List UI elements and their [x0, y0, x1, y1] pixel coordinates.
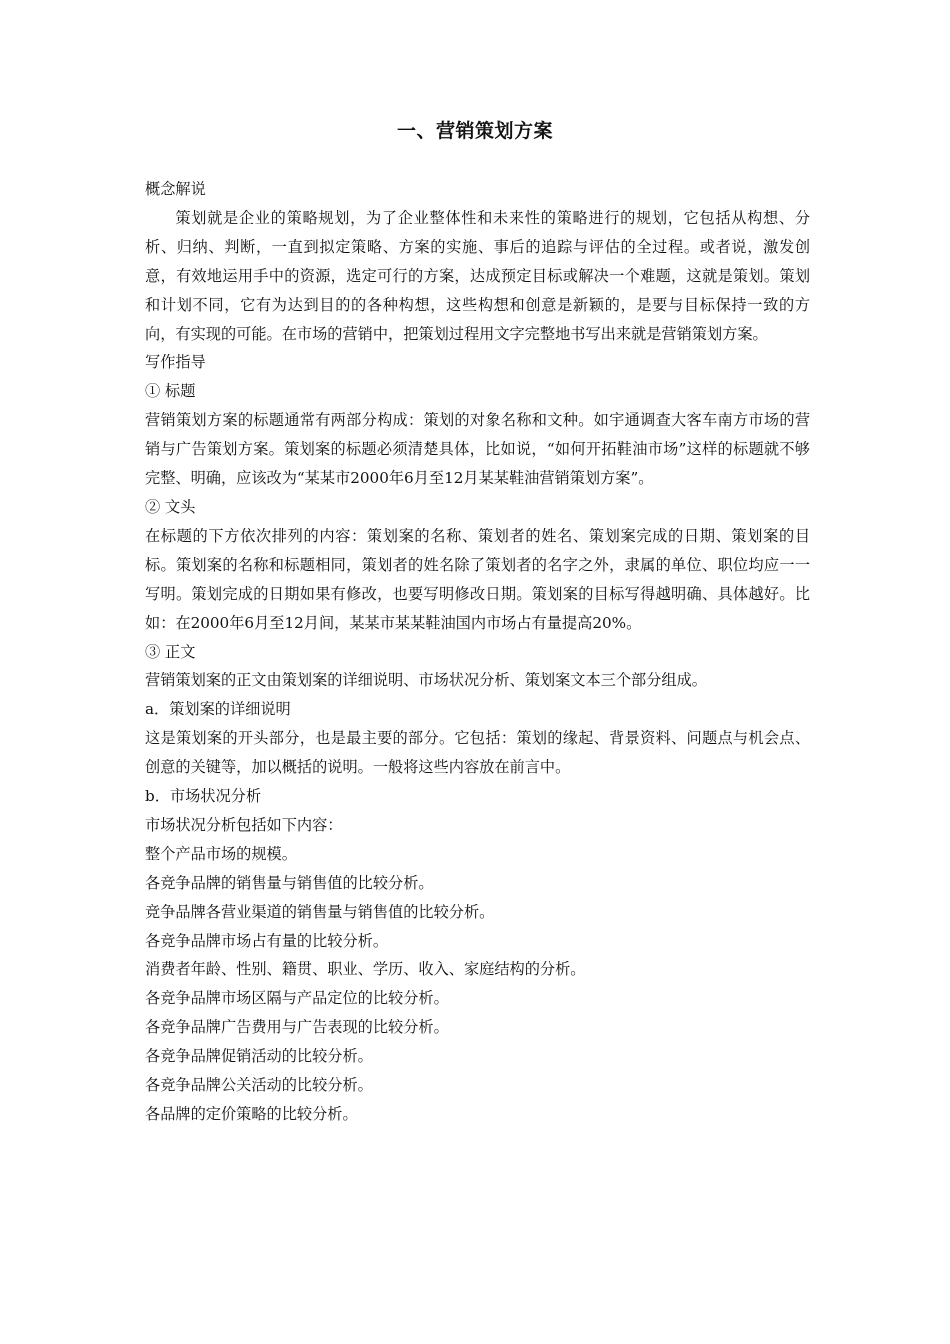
- list-item: 各竞争品牌的销售量与销售值的比较分析。: [145, 873, 434, 892]
- subsection-b-intro: 市场状况分析包括如下内容：: [145, 815, 343, 834]
- subsection-a-heading: a．策划案的详细说明: [145, 700, 291, 719]
- list-item: 整个产品市场的规模。: [145, 844, 297, 863]
- section-body-heading: ③ 正文: [145, 642, 196, 661]
- document-body: [145, 175, 810, 1129]
- writing-guide-heading: 写作指导: [145, 353, 206, 372]
- list-item: 各竞争品牌市场区隔与产品定位的比较分析。: [145, 989, 449, 1008]
- section-body-paragraph: 营销策划案的正文由策划案的详细说明、市场状况分析、策划案文本三个部分组成。: [145, 671, 707, 690]
- list-item: 各品牌的定价策略的比较分析。: [145, 1105, 358, 1123]
- concept-heading: 概念解说: [145, 180, 206, 198]
- section-title-heading: ① 标题: [145, 382, 196, 401]
- list-item: 竞争品牌各营业渠道的销售量与销售值的比较分析。: [145, 902, 495, 921]
- section-header-heading: ② 文头: [145, 497, 196, 516]
- list-item: 各竞争品牌公关活动的比较分析。: [145, 1076, 373, 1095]
- concept-paragraph: 策划就是企业的策略规划，为了企业整体性和未来性的策略进行的规划，它包括从构想、分析、归纳、判断，一直到拟定策略、方案的实施、事后的追踪与评估的全过程。或者说，激发创意，有效地运用手中的资源，选定可行的方案，达成预定目标或解决一个难题，这就是策划。策划和计划不同，它有为达到目的的各种构想，这些构想和创意是新颖的，是要与目标保持一致的方向，有实现的可能。在市场的营销中，把策划过程用文字完整地书写出来就是营销策划方案。: [145, 208, 810, 343]
- document-title: 一、营销策划方案: [396, 120, 553, 142]
- list-item: 各竞争品牌广告费用与广告表现的比较分析。: [145, 1018, 449, 1037]
- subsection-b-heading: b．市场状况分析: [145, 787, 262, 806]
- list-item: 各竞争品牌市场占有量的比较分析。: [145, 931, 388, 950]
- section-title-paragraph: 营销策划方案的标题通常有两部分构成：策划的对象名称和文种。如宇通调查大客车南方市场的营销与广告策划方案。策划案的标题必须清楚具体，比如说，“如何开拓鞋油市场”这样的标题就不够完整、明确，应该改为“某某市2000年6月至12月某某鞋油营销策划方案”。: [145, 411, 810, 488]
- list-item: 各竞争品牌促销活动的比较分析。: [145, 1047, 373, 1066]
- subsection-a-paragraph: 这是策划案的开头部分，也是最主要的部分。它包括：策划的缘起、背景资料、问题点与机会点、创意的关键等，加以概括的说明。一般将这些内容放在前言中。: [145, 729, 810, 777]
- section-header-paragraph: 在标题的下方依次排列的内容：策划案的名称、策划者的姓名、策划案完成的日期、策划案的目标。策划案的名称和标题相同，策划者的姓名除了策划者的名字之外，隶属的单位、职位均应一一写明。策划完成的日期如果有修改，也要写明修改日期。策划案的目标写得越明确、具体越好。比如：在2000年6月至12月间，某某市某某鞋油国内市场占有量提高20%。: [145, 526, 810, 632]
- list-item: 消费者年龄、性别、籍贯、职业、学历、收入、家庭结构的分析。: [145, 960, 586, 979]
